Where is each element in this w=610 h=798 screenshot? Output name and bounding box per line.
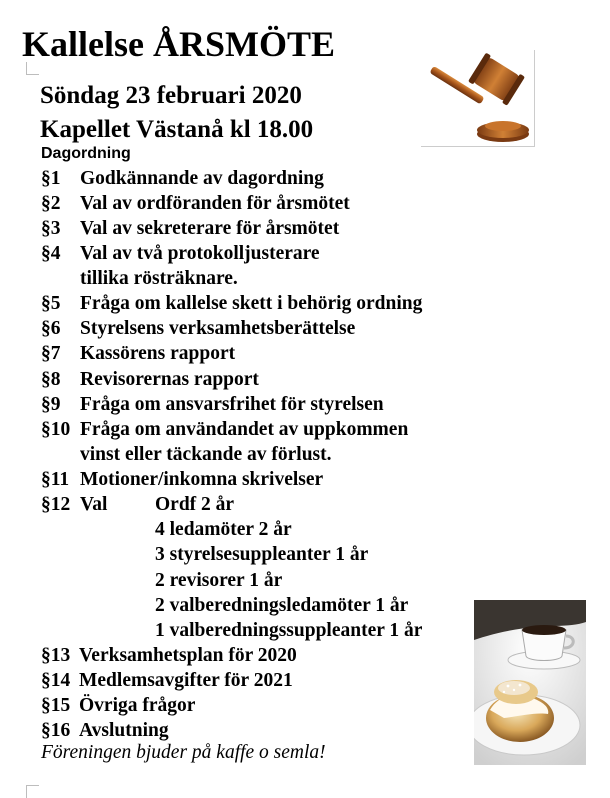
agenda-heading: Dagordning: [41, 145, 131, 162]
agenda-item: §10 Fråga om användandet av uppkommen: [41, 419, 409, 440]
agenda-item-val: §12 Val: [41, 494, 108, 515]
agenda-item: §15 Övriga frågor: [41, 695, 196, 716]
footer-note: Föreningen bjuder på kaffe o semla!: [41, 742, 326, 763]
page-title: Kallelse ÅRSMÖTE: [22, 24, 335, 64]
agenda-item: §9 Fråga om ansvarsfrihet för styrelsen: [41, 394, 384, 415]
agenda-item-continuation: tillika rösträknare.: [80, 268, 238, 289]
gavel-image: [421, 50, 535, 147]
agenda-item: §4 Val av två protokolljusterare: [41, 243, 320, 264]
val-line: 2 valberedningsledamöter 1 år: [155, 595, 409, 616]
agenda-item: §3 Val av sekreterare för årsmötet: [41, 218, 340, 239]
val-line: 3 styrelsesuppleanter 1 år: [155, 544, 369, 565]
agenda-item: §16 Avslutning: [41, 720, 169, 741]
agenda-item: §6 Styrelsens verksamhetsberättelse: [41, 318, 356, 339]
agenda-item-continuation: vinst eller täckande av förlust.: [80, 444, 332, 465]
place-line: Kapellet Västanå kl 18.00: [40, 116, 314, 143]
agenda-item: §1 Godkännande av dagordning: [41, 168, 324, 189]
val-line: 2 revisorer 1 år: [155, 570, 283, 591]
agenda-item: §11 Motioner/inkomna skrivelser: [41, 469, 324, 490]
agenda-item: §2 Val av ordföranden för årsmötet: [41, 193, 350, 214]
val-line: 4 ledamöter 2 år: [155, 519, 292, 540]
date-line: Söndag 23 februari 2020: [40, 82, 302, 109]
agenda-item: §7 Kassörens rapport: [41, 343, 236, 364]
val-line: Ordf 2 år: [155, 494, 235, 515]
agenda-item: §8 Revisorernas rapport: [41, 369, 259, 390]
val-line: 1 valberedningssuppleanter 1 år: [155, 620, 423, 641]
agenda-item: §5 Fråga om kallelse skett i behörig ordning: [41, 293, 423, 314]
coffee-semla-image: [474, 600, 586, 765]
agenda-item: §13 Verksamhetsplan för 2020: [41, 645, 297, 666]
page-corner-mark: [26, 785, 39, 798]
agenda-item: §14 Medlemsavgifter för 2021: [41, 670, 293, 691]
